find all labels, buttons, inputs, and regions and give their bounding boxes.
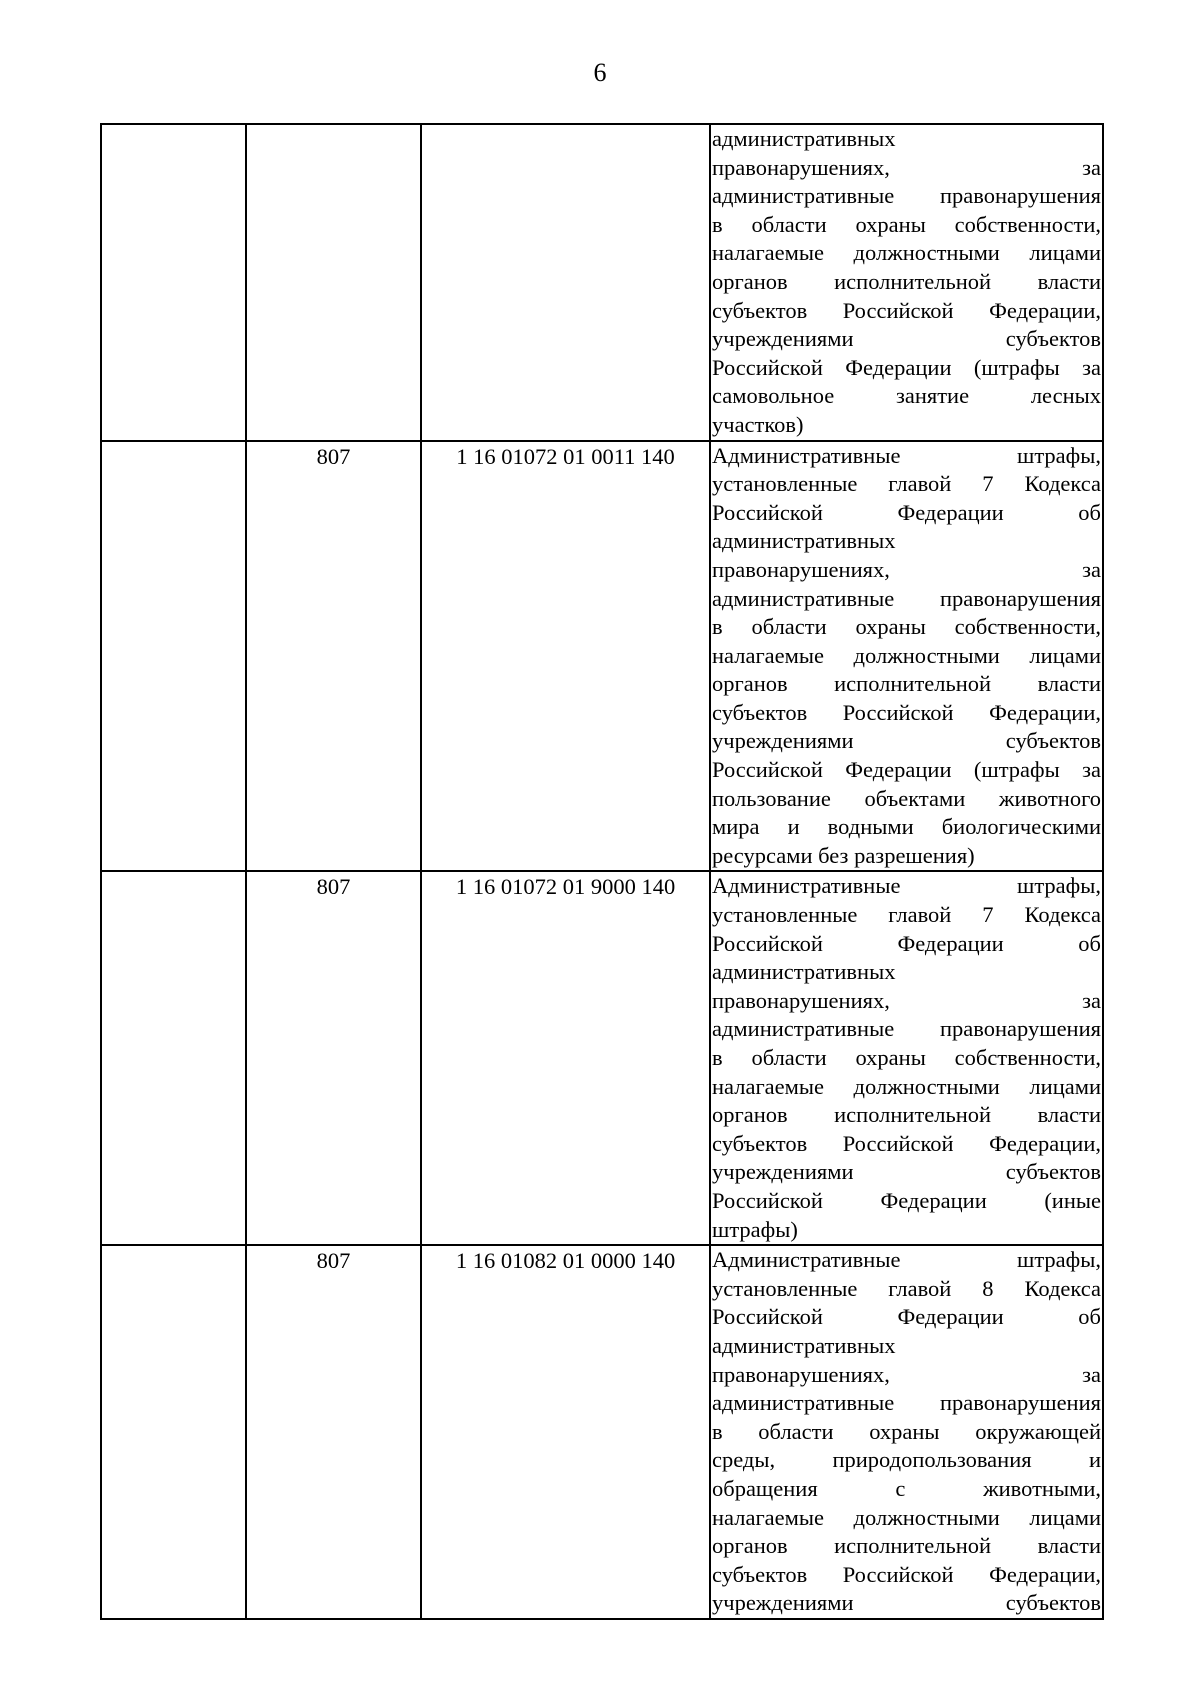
admin-code-cell [246,871,421,1245]
description-line: в области охраны собственности, [712,211,1101,237]
table-row [101,124,1103,441]
description-line: налагаемые должностными лицами [712,1504,1101,1530]
description-line: органов исполнительной власти [712,671,1101,697]
description-line: правонарушениях, за [712,154,1101,180]
description-line: участков) [712,411,804,437]
description-line: правонарушениях, за [712,987,1101,1013]
description-cell [710,124,1103,441]
budget-codes-table [100,123,1104,1620]
description-line: Российской Федерации (штрафы за [712,757,1101,783]
description-line: Административные штрафы, [712,1247,1101,1273]
description-line: среды, природопользования и [712,1447,1101,1473]
description-line: правонарушениях, за [712,1361,1101,1387]
description-line: учреждениями субъектов [712,728,1101,754]
description-line: обращения с животными, [712,1475,1101,1501]
description-line: Российской Федерации об [712,930,1101,956]
budget-code-cell [421,441,710,872]
description-line: налагаемые должностными лицами [712,642,1101,668]
description-line: административные правонарушения [712,183,1101,209]
budget-code-cell [421,871,710,1245]
description-line: установленные главой 8 Кодекса [712,1275,1101,1301]
description-line: в области охраны собственности, [712,614,1101,640]
description-line: установленные главой 7 Кодекса [712,471,1101,497]
description-line: административные правонарушения [712,1390,1101,1416]
budget-code: 1 16 01072 01 0011 140 [456,443,675,469]
table-row [101,871,1103,1245]
table-row [101,441,1103,872]
budget-code [422,125,709,126]
row-empty-cell [101,871,246,1245]
description-line: мира и водными биологическими [712,814,1101,840]
table-row [101,1245,1103,1619]
description-line: учреждениями субъектов [712,1590,1101,1616]
description-line: субъектов Российской Федерации, [712,1561,1101,1587]
description-line: самовольное занятие лесных [712,383,1101,409]
description-line: налагаемые должностными лицами [712,1073,1101,1099]
admin-code: 807 [316,1248,351,1274]
description-line: учреждениями субъектов [712,1159,1101,1185]
description-line: учреждениями субъектов [712,326,1101,352]
budget-code-cell [421,1245,710,1619]
row-empty-cell [101,1245,246,1619]
description-line: административных [712,1332,896,1358]
description-line: штрафы) [712,1216,798,1242]
description-line: административные правонарушения [712,585,1101,611]
budget-code: 1 16 01072 01 9000 140 [455,874,676,900]
description-line: административных [712,126,896,151]
description-line: субъектов Российской Федерации, [712,699,1101,725]
description-line: ресурсами без разрешения) [712,842,975,868]
admin-code: 807 [316,443,351,469]
description-cell [710,871,1103,1245]
row-empty-cell [101,124,246,441]
description-line: административных [712,959,896,985]
description-line: субъектов Российской Федерации, [712,1130,1101,1156]
admin-code [247,125,420,126]
description-line: Российской Федерации об [712,1304,1101,1330]
budget-code: 1 16 01082 01 0000 140 [455,1248,676,1274]
description-line: органов исполнительной власти [712,1533,1101,1559]
description-line: в области охраны собственности, [712,1045,1101,1070]
description-line: Административные штрафы, [712,442,1101,468]
description-line: налагаемые должностными лицами [712,240,1101,266]
description-cell [710,441,1103,872]
admin-code: 807 [316,874,351,900]
admin-code-cell [246,124,421,441]
description-line: пользование объектами животного [712,785,1101,811]
description-line: установленные главой 7 Кодекса [712,902,1101,928]
row-empty-cell [101,441,246,872]
admin-code-cell [246,441,421,872]
budget-code-cell [421,124,710,441]
description-line: административных [712,528,896,554]
page-number: 6 [593,58,607,87]
admin-code-cell [246,1245,421,1619]
description-line: Российской Федерации (иные [712,1187,1101,1213]
description-line: административные правонарушения [712,1016,1101,1042]
description-line: в области охраны окружающей [712,1418,1101,1444]
description-line: органов исполнительной власти [712,268,1101,294]
description-line: органов исполнительной власти [712,1102,1101,1128]
description-line: правонарушениях, за [712,556,1101,582]
description-line: Административные штрафы, [712,873,1101,899]
description-line: Российской Федерации об [712,499,1101,525]
description-line: Российской Федерации (штрафы за [712,354,1101,380]
description-cell [710,1245,1103,1619]
description-line: субъектов Российской Федерации, [712,297,1101,323]
